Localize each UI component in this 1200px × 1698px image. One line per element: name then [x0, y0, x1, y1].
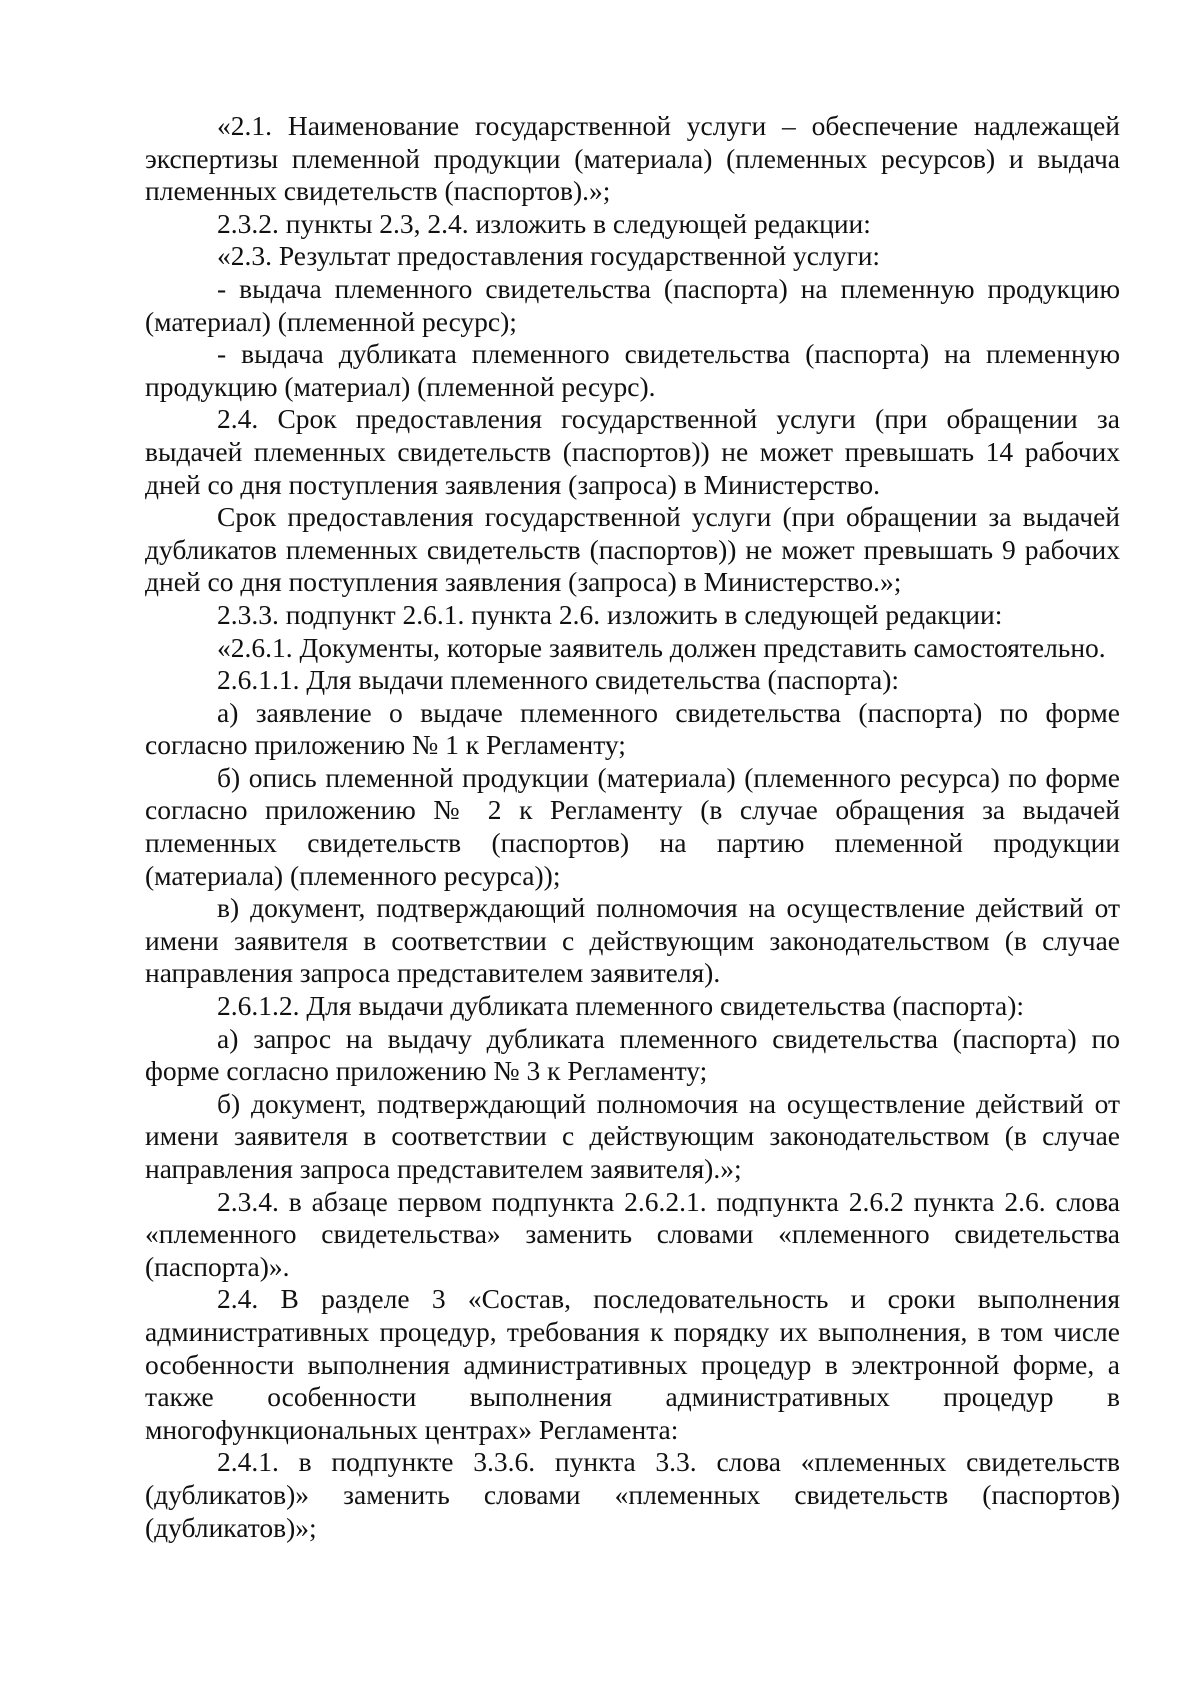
paragraph-item-b-authority: б) документ, подтверждающий полномочия на осуществление действий от имени заявителя в соответствии с действующим законодательством (в случае направления запроса представителем заявителя).»; [145, 1087, 1120, 1184]
paragraph-2-6-1-1: 2.6.1.1. Для выдачи племенного свидетельства (паспорта): [217, 664, 900, 696]
paragraph-term-duplicates: Срок предоставления государственной услуги (при обращении за выдачей дубликатов племенных свидетельств (паспортов)) не может превышать 9 рабочих дней со дня поступления заявления (запроса) в Министерство.»; [145, 501, 1120, 598]
document-body [145, 110, 1120, 1544]
paragraph-2-1-name: «2.1. Наименование государственной услуги – обеспечение надлежащей экспертизы племенной продукции (материала) (племенных ресурсов) и выдача племенных свидетельств (паспортов).»; [145, 110, 1120, 207]
paragraph-item-a-application: а) заявление о выдаче племенного свидетельства (паспорта) по форме согласно приложению № 1 к Регламенту; [145, 696, 1120, 761]
paragraph-2-3-4: 2.3.4. в абзаце первом подпункта 2.6.2.1. подпункта 2.6.2 пункта 2.6. слова «племенного свидетельства» заменить словами «племенного свидетельства (паспорта)». [145, 1185, 1120, 1282]
paragraph-item-v-authority: в) документ, подтверждающий полномочия на осуществление действий от имени заявителя в соответствии с действующим законодательством (в случае направления запроса представителем заявителя). [145, 892, 1120, 989]
paragraph-2-3-2: 2.3.2. пункты 2.3, 2.4. изложить в следующей редакции: [217, 207, 871, 239]
paragraph-2-4-1: 2.4.1. в подпункте 3.3.6. пункта 3.3. слова «племенных свидетельств (дубликатов)» заменить словами «племенных свидетельств (паспортов) (дубликатов)»; [145, 1446, 1120, 1543]
paragraph-2-4-term: 2.4. Срок предоставления государственной услуги (при обращении за выдачей племенных свидетельств (паспортов)) не может превышать 14 рабочих дней со дня поступления заявления (запроса) в Министерство. [145, 403, 1120, 500]
paragraph-item-b-inventory: б) опись племенной продукции (материала) (племенного ресурса) по форме согласно приложению № 2 к Регламенту (в случае обращения за выдачей племенных свидетельств (паспортов) на партию племенной продукции (материала) (племенного ресурса)); [145, 761, 1120, 891]
paragraph-2-3-3: 2.3.3. подпункт 2.6.1. пункта 2.6. изложить в следующей редакции: [217, 598, 1003, 630]
paragraph-item-a-request: а) запрос на выдачу дубликата племенного свидетельства (паспорта) по форме согласно приложению № 3 к Регламенту; [145, 1022, 1120, 1087]
paragraph-2-6-1: «2.6.1. Документы, которые заявитель должен представить самостоятельно. [217, 631, 1106, 663]
paragraph-2-3-result: «2.3. Результат предоставления государственной услуги: [217, 240, 881, 272]
paragraph-result-item-1: - выдача племенного свидетельства (паспорта) на племенную продукцию (материал) (племенной ресурс); [145, 272, 1120, 337]
paragraph-result-item-2: - выдача дубликата племенного свидетельства (паспорта) на племенную продукцию (материал) (племенной ресурс). [145, 338, 1120, 402]
paragraph-2-6-1-2: 2.6.1.2. Для выдачи дубликата племенного свидетельства (паспорта): [217, 990, 1025, 1022]
paragraph-2-4-section-3: 2.4. В разделе 3 «Состав, последовательность и сроки выполнения административных процедур, требования к порядку их выполнения, в том числе особенности выполнения административных процедур в электронной форме, а также особенности выполнения административных процедур в многофункциональных центрах» Регламента: [145, 1283, 1120, 1445]
